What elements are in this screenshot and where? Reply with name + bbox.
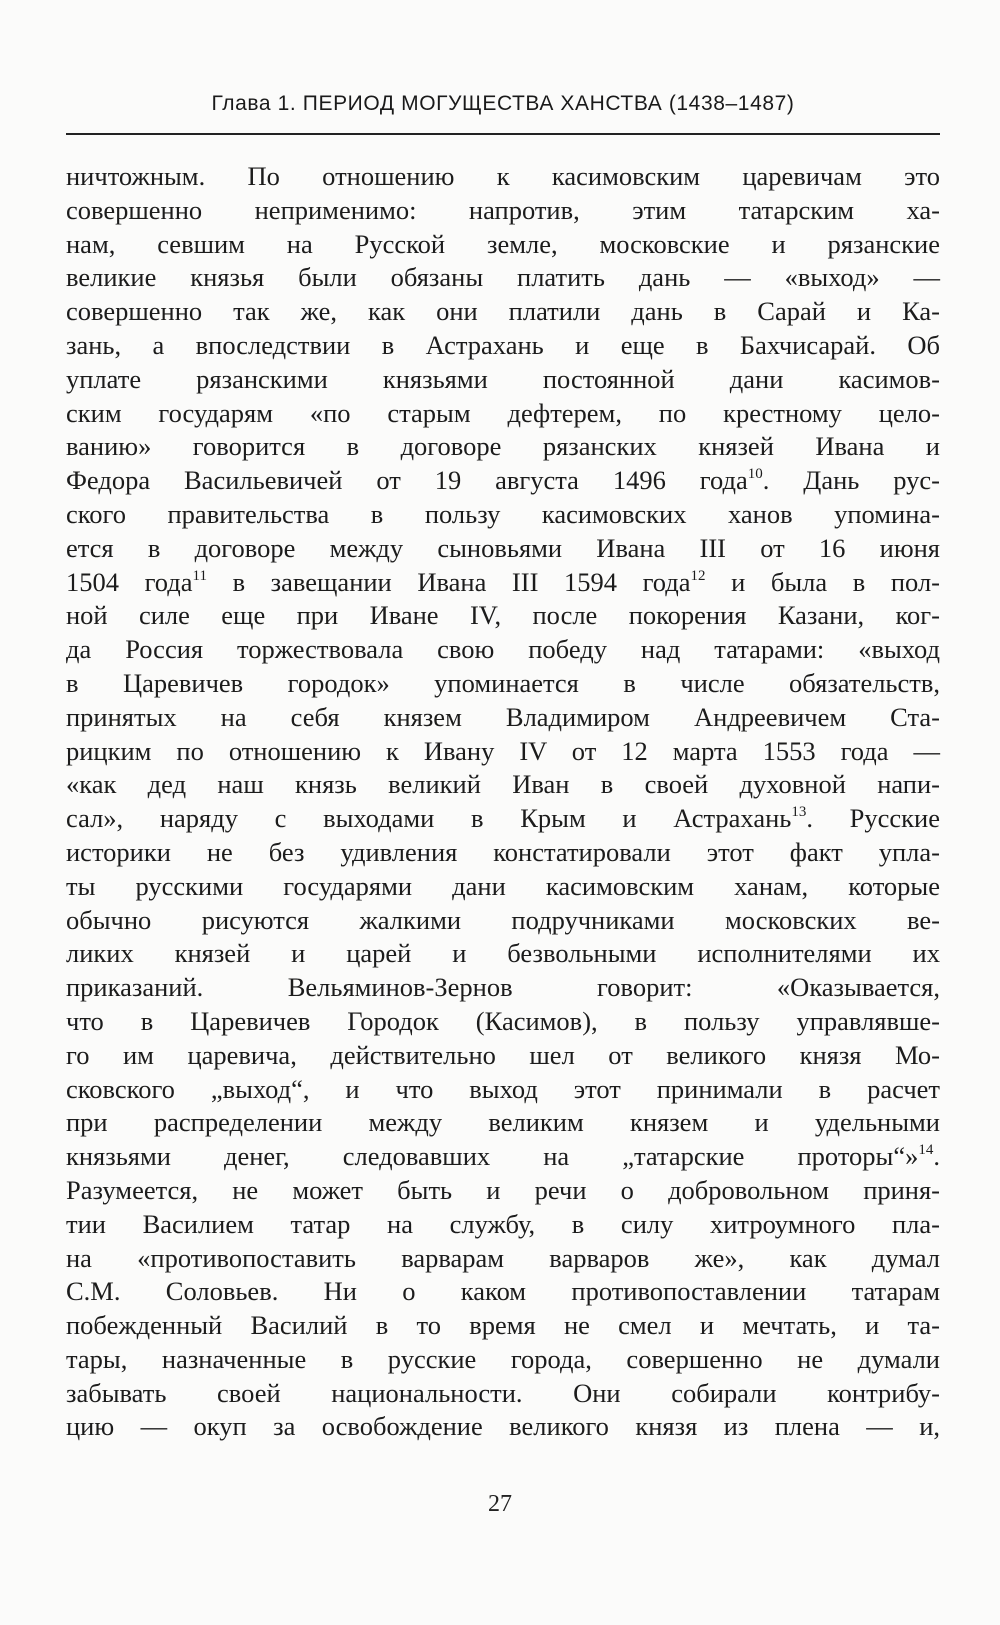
text-span: ского правительства в пользу касимовских ханов упомина- — [66, 498, 940, 529]
text-span: . — [933, 1141, 940, 1172]
text-span: что в Царевичев Городок (Касимов), в пользу управлявше- — [66, 1005, 940, 1036]
text-line — [66, 464, 940, 498]
text-span: ется в договоре между сыновьями Ивана III от 16 июня — [66, 532, 940, 563]
page-number: 27 — [488, 1491, 512, 1517]
text-line — [66, 971, 940, 1005]
text-span: . Дань рус- — [762, 465, 941, 496]
text-span: принятых на себя князем Владимиром Андреевичем Ста- — [66, 701, 940, 732]
text-line — [66, 1377, 940, 1411]
text-span: уплате рязанскими князьями постоянной дани касимов- — [66, 363, 940, 394]
text-span: сал», наряду с выходами в Крым и Астрахань — [66, 803, 792, 834]
text-line — [66, 261, 940, 295]
text-span: побежденный Василий в то время не смел и мечтать, и та- — [66, 1310, 940, 1341]
text-span: в завещании Ивана III 1594 года — [206, 566, 691, 597]
text-span: тии Василием татар на службу, в силу хитроумного пла- — [66, 1208, 940, 1239]
text-line — [66, 667, 940, 701]
header-divider-rule — [66, 133, 940, 135]
text-span: Разумеется, не может быть и речи о добровольном приня- — [66, 1174, 940, 1205]
text-span: сковского „выход“, и что выход этот принимали в расчет — [66, 1073, 940, 1104]
footnote-reference: 14 — [918, 1142, 934, 1159]
text-line — [66, 329, 940, 363]
text-span: историки не без удивления констатировали этот факт упла- — [66, 836, 940, 867]
text-line — [66, 1309, 940, 1343]
text-span: при распределении между великим князем и удельными — [66, 1107, 940, 1138]
text-span: совершенно неприменимо: напротив, этим татарским ха- — [66, 194, 940, 225]
text-line — [66, 295, 940, 329]
text-line — [66, 363, 940, 397]
text-line — [66, 532, 940, 566]
text-span: 1504 года — [66, 566, 193, 597]
text-line — [66, 701, 940, 735]
text-span: Федора Васильевичей от 19 августа 1496 года — [66, 465, 748, 496]
text-span: «как дед наш князь великий Иван в своей духовной напи- — [66, 769, 940, 800]
footnote-reference: 10 — [747, 466, 763, 483]
text-line — [66, 1242, 940, 1276]
text-span: князьями денег, следовавших на „татарские проторы“» — [66, 1141, 919, 1172]
text-span: го им царевича, действительно шел от великого князя Мо- — [66, 1039, 940, 1070]
text-line — [66, 1140, 940, 1174]
text-line — [66, 836, 940, 870]
text-span: ликих князей и царей и безвольными исполнителями их — [66, 938, 940, 969]
text-line — [66, 1208, 940, 1242]
text-line — [66, 194, 940, 228]
text-span: ной силе еще при Иване IV, после покорения Казани, ког- — [66, 600, 940, 631]
text-line — [66, 599, 940, 633]
text-line — [66, 498, 940, 532]
text-span: . Русские — [806, 803, 940, 834]
text-line — [66, 228, 940, 262]
body-paragraph — [66, 160, 940, 1444]
text-span: и была в пол- — [705, 566, 940, 597]
text-span: обычно рисуются жалкими подручниками московских ве- — [66, 904, 940, 935]
text-line — [66, 1039, 940, 1073]
text-span: совершенно так же, как они платили дань в Сарай и Ка- — [66, 296, 940, 327]
text-span: ским государям «по старым дефтерем, по крестному цело- — [66, 397, 940, 428]
text-span: в Царевичев городок» упоминается в числе обязательств, — [66, 667, 940, 698]
text-span: нам, севшим на Русской земле, московские и рязанские — [66, 228, 940, 259]
text-span: да Россия торжествовала свою победу над татарами: «выход — [66, 634, 940, 665]
text-span: на «противопоставить варварам варваров же», как думал — [66, 1242, 940, 1273]
text-line — [66, 1174, 940, 1208]
text-line — [66, 633, 940, 667]
text-span: ванию» говорится в договоре рязанских князей Ивана и — [66, 431, 940, 462]
text-span: ничтожным. По отношению к касимовским царевичам это — [66, 161, 940, 191]
footnote-reference: 12 — [690, 567, 706, 584]
text-span: забывать своей национальности. Они собирали контрибу- — [66, 1377, 940, 1408]
text-line — [66, 1106, 940, 1140]
text-line — [66, 566, 940, 600]
text-line — [66, 1073, 940, 1107]
text-line — [66, 870, 940, 904]
text-span: ты русскими государями дани касимовским ханам, которые — [66, 870, 940, 901]
footnote-reference: 13 — [791, 804, 807, 821]
text-span: рицким по отношению к Ивану IV от 12 марта 1553 года — — [66, 735, 940, 766]
footnote-reference: 11 — [192, 567, 207, 584]
text-line — [66, 802, 940, 836]
text-line — [66, 1343, 940, 1377]
text-line — [66, 768, 940, 802]
text-span: цию — окуп за освобождение великого князя из плена — и, — [66, 1411, 940, 1442]
text-line — [66, 1005, 940, 1039]
running-header-title: Глава 1. ПЕРИОД МОГУЩЕСТВА ХАНСТВА (1438–1487) — [211, 92, 795, 115]
text-span: великие князья были обязаны платить дань — «выход» — — [66, 262, 940, 293]
text-line — [66, 1410, 940, 1444]
text-span: С.М. Соловьев. Ни о каком противопоставлении татарам — [66, 1276, 940, 1307]
text-line — [66, 904, 940, 938]
text-span: зань, а впоследствии в Астрахань и еще в Бахчисарай. Об — [66, 329, 940, 360]
text-line — [66, 430, 940, 464]
text-line — [66, 160, 940, 194]
text-span: приказаний. Вельяминов-Зернов говорит: «Оказывается, — [66, 972, 940, 1003]
text-line — [66, 1275, 940, 1309]
text-line — [66, 735, 940, 769]
text-span: тары, назначенные в русские города, совершенно не думали — [66, 1343, 940, 1374]
text-line — [66, 397, 940, 431]
text-line — [66, 937, 940, 971]
